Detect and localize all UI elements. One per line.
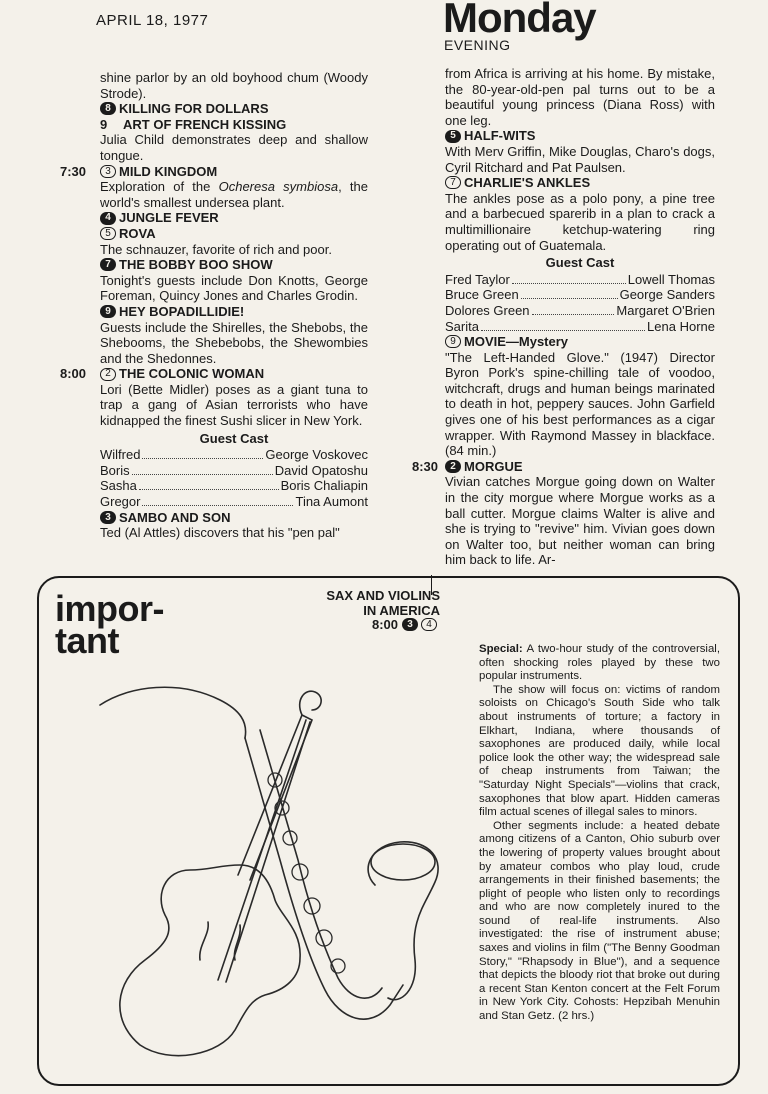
violin-body (120, 865, 300, 1056)
continued-text: shine parlor by an old boyhood chum (Woody Strode). (100, 70, 368, 101)
channel-badge: 5 (445, 130, 461, 143)
cast-row: Sarita Lena Horne (445, 318, 715, 334)
cast-row: Boris David Opatoshu (100, 462, 368, 478)
feature-paragraph: The show will focus on: victims of random soloists on Chicago's South Side who talk about instruments of torture; a factory in Elkhart, Indiana, where thousands of saxophones are produced daily, while local police look the other way; the widespread sale of cheap instruments from Taiwan; the "Saturday Night Specials"—violins that crack, saxophones that blow apart. Hidden cameras film actual scenes of illegal sales to minors. (479, 683, 720, 819)
listing-title: MOVIE—Mystery (464, 334, 569, 350)
violin-fhole-icon (200, 922, 208, 960)
channel-badge: 4 (100, 212, 116, 225)
listing-title: HALF-WITS (464, 128, 536, 144)
right-column (412, 66, 715, 568)
listing-morgue (445, 459, 715, 475)
listing-killing-for-dollars (100, 101, 368, 117)
listing-title: MORGUE (464, 458, 523, 474)
time-label: 8:30 (412, 458, 439, 474)
channel-badge: 9 (100, 116, 108, 132)
continued-text: from Africa is arriving at his home. By mistake, the 80-year-old-pen pal turns out to be a beautiful young princess (Diana Ross) with one leg. (445, 66, 715, 128)
channel-badge: 7 (100, 258, 116, 271)
channel-badge: 2 (445, 460, 461, 473)
channel-badge: 5 (100, 227, 116, 240)
listing-title: THE COLONIC WOMAN (119, 366, 265, 382)
listing-jungle-fever (100, 210, 368, 226)
time-label: 7:30 (60, 163, 87, 179)
channel-badge: 9 (445, 335, 461, 348)
listing-title: THE BOBBY BOO SHOW (119, 257, 273, 273)
violin-neck (238, 715, 312, 880)
listing-desc: Vivian catches Morgue going down on Walter in the city morgue where Morgue works as a ball cutter. Morgue claims Walter is alive and she is trying to "revive" him. Vivian goes down on Walter too, but neither woman can bring him back to life. Ar- (445, 474, 715, 568)
channel-badge: 9 (100, 305, 116, 318)
channel-badge: 8 (100, 102, 116, 115)
feature-time: 8:00 3 4 (340, 617, 440, 632)
day-title: Monday (443, 0, 596, 41)
listing-movie-mystery (445, 334, 715, 350)
channel-badge: 4 (421, 618, 437, 631)
listing-title: MILD KINGDOM (119, 163, 218, 179)
timeslot-730 (60, 163, 368, 367)
listing-desc: Guests include the Shirelles, the Shebobs, the Shebooms, the Shebebobs, the Shewombies and the Shedonnes. (100, 319, 368, 366)
listing-title: ART OF FRENCH KISSING (123, 116, 287, 132)
channel-badge: 3 (100, 511, 116, 524)
listing-rova (100, 226, 368, 242)
listing-hey-bopadillidie (100, 304, 368, 320)
feature-paragraph: Special: A two-hour study of the controversial, often shocking roles played by these two popular instruments. (479, 643, 720, 683)
listing-title: CHARLIE'S ANKLES (464, 175, 591, 191)
guest-cast-title: Guest Cast (545, 255, 615, 271)
listing-title: JUNGLE FEVER (119, 210, 219, 226)
cast-row: Bruce Green George Sanders (445, 287, 715, 303)
listing-desc: Ted (Al Attles) discovers that his "pen pal" (100, 525, 340, 541)
sax-bell (368, 842, 438, 1000)
listing-desc: Tonight's guests include Don Knotts, George Foreman, Quincy Jones and Charles Grodin. (100, 272, 368, 304)
sax-body (245, 738, 403, 1019)
channel-badge: 3 (402, 618, 418, 631)
cast-row: Fred Taylor Lowell Thomas (445, 271, 715, 287)
sax-mouthpiece (100, 687, 246, 738)
listing-desc: The ankles pose as a polo pony, a pine tree and a barbecued sparerib in a plan to crack a multimillionaire ketchup-watering ring operating out of Guatemala. (445, 190, 715, 253)
listing-date: APRIL 18, 1977 (96, 12, 209, 29)
timeslot-800 (60, 366, 368, 541)
sax-violin-illustration (70, 660, 450, 1070)
listing-desc: Julia Child demonstrates deep and shallow tongue. (100, 132, 368, 163)
left-column (60, 70, 368, 541)
listing-desc: Exploration of the Ocheresa symbiosa, the world's smallest undersea plant. (100, 179, 368, 210)
listing-art-of-french-kissing (100, 117, 368, 133)
cast-row: Sasha Boris Chaliapin (100, 478, 368, 494)
listing-desc: Lori (Bette Midler) poses as a giant tuna to trap a gang of Asian terrorists who have kidnapped the finest Sushi slicer in New York. (100, 381, 368, 429)
listing-desc: "The Left-Handed Glove." (1947) Director Byron Pork's spine-chilling tale of voodoo, witchcraft, drugs and human beings marinated to death in hot, peppery sauces. John Garfield gives one of his best performances as a cigar wrapper. With Raymond Massey in blackface. (84 min.) (445, 349, 715, 459)
listing-half-wits (445, 128, 715, 144)
listing-title: ROVA (119, 225, 156, 241)
listing-desc: The schnauzer, favorite of rich and poor. (100, 241, 332, 257)
cast-list (100, 447, 368, 509)
feature-description (479, 643, 720, 1024)
timeslot-830 (412, 458, 715, 568)
feature-paragraph: Other segments include: a heated debate among citizens of a Canton, Ohio suburb over the lowering of property values brought about by amateur combos who play loud, crude arrangements in their finished basements; the plight of people who listen only to recordings and who are now completely inured to the sound of real-life instruments. Also investigated: the rise of instrument abuse; saxes and violins in film ("The Benny Goodman Story," "Rhapsody in Blue"), and a sequence that depicts the bloody riot that broke out during a recent Stan Kenton concert at the Felt Forum in New York City. Cohosts: Hepzibah Menuhin and Stan Getz. (2 hrs.) (479, 819, 720, 1023)
violin-scroll-icon (300, 691, 322, 715)
cast-row: Dolores Green Margaret O'Brien (445, 302, 715, 318)
important-label: impor- tant (55, 588, 164, 661)
listing-mild-kingdom (100, 164, 368, 180)
listing-title: HEY BOPADILLIDIE! (119, 303, 245, 319)
cast-row: Gregor Tina Aumont (100, 494, 368, 510)
channel-badge: 7 (445, 176, 461, 189)
period-label: EVENING (444, 37, 511, 53)
listing-bobby-boo-show (100, 257, 368, 273)
feature-title: SAX AND VIOLINS IN AMERICA (326, 588, 440, 618)
listing-title: KILLING FOR DOLLARS (119, 101, 269, 117)
listing-desc: With Merv Griffin, Mike Douglas, Charo's dogs, Cyril Ritchard and Pat Paulsen. (445, 143, 715, 175)
listing-sambo-and-son (100, 510, 368, 526)
channel-badge: 3 (100, 165, 116, 178)
listing-title: SAMBO AND SON (119, 509, 231, 525)
channel-badge: 2 (100, 368, 116, 381)
cast-row: Wilfred George Voskovec (100, 447, 368, 463)
cast-list (445, 272, 715, 334)
listing-charlies-ankles (445, 175, 715, 191)
listing-colonic-woman (100, 366, 368, 382)
guest-cast-title: Guest Cast (199, 430, 269, 446)
time-label: 8:00 (60, 366, 87, 382)
